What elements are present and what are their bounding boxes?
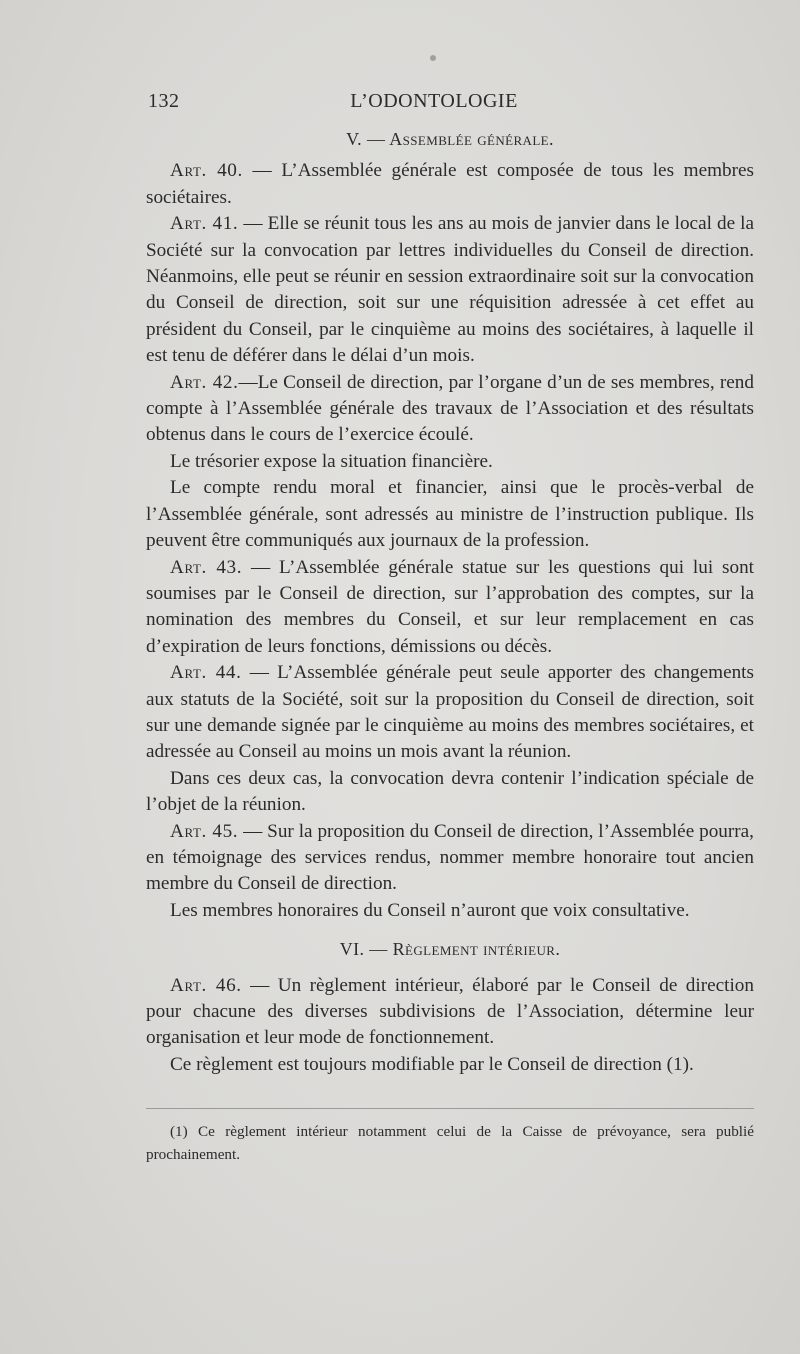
paragraph-convocation	[146, 766, 754, 819]
article-41	[146, 211, 754, 369]
article-label: Art. 42.	[170, 371, 239, 393]
section-heading-v: V. — Assemblée générale.	[346, 129, 554, 149]
paragraph-text: Les membres honoraires du Conseil n’auront que voix consultative.	[170, 899, 690, 921]
article-label: Art. 41.	[170, 213, 239, 235]
article-text: — Sur la proposition du Conseil de direction, l’Assemblée pourra, en témoignage des services rendus, nommer membre honoraire tout ancien membre du Conseil de direction.	[146, 820, 754, 895]
article-text: — Elle se réunit tous les ans au mois de janvier dans le local de la Société sur la convocation par lettres individuelles du Conseil de direction. Néanmoins, elle peut se réunir en session extraordinaire soit sur la convocation du Conseil de direction, soit sur une réquisition adressée à cet effet au président du Conseil, par le cinquième au moins des sociétaires, à laquelle il est tenu de déférer dans le délai d’un mois.	[146, 213, 754, 367]
footnote: (1) Ce règlement intérieur notamment celui de la Caisse de prévoyance, sera publié prochainement.	[146, 1123, 754, 1163]
running-title: L’ODONTOLOGIE	[350, 90, 518, 112]
article-label: Art. 46.	[170, 974, 242, 996]
article-label: Art. 40.	[170, 160, 243, 182]
footnote-rule	[146, 1108, 754, 1109]
article-43	[146, 555, 754, 661]
article-text: — L’Assemblée générale statue sur les questions qui lui sont soumises par le Conseil de direction, sur l’approbation des comptes, sur la nomination des membres du Conseil, et sur leur remplacement en cas d’expiration de leurs fonctions, démissions ou décès.	[146, 556, 754, 657]
article-label: Art. 45.	[170, 820, 239, 842]
article-46	[146, 973, 754, 1052]
paragraph-membres-honoraires	[146, 898, 754, 924]
section-heading-vi: VI. — Règlement intérieur.	[339, 939, 561, 960]
page-number: 132	[148, 90, 180, 112]
body-text	[146, 124, 754, 1078]
print-speck	[430, 55, 436, 61]
article-40	[146, 158, 754, 211]
article-44	[146, 660, 754, 766]
paragraph-text: Dans ces deux cas, la convocation devra contenir l’indication spéciale de l’objet de la réunion.	[146, 767, 754, 816]
paragraph-text: Le compte rendu moral et financier, ainsi que le procès-verbal de l’Assemblée générale, sont adressés au ministre de l’instruction publique. Ils peuvent être communiqués aux journaux de la profession.	[146, 477, 754, 552]
article-text: — L’Assemblée générale peut seule apporter des changements aux statuts de la Société, soit sur la proposition du Conseil de direction, soit sur une demande signée par le cinquième au moins des membres sociétaires, et adressée au Conseil au moins un mois avant la réunion.	[146, 662, 754, 763]
paragraph-reglement	[146, 1052, 754, 1078]
article-42	[146, 370, 754, 449]
article-text: — L’Assemblée générale est composée de tous les membres sociétaires.	[146, 160, 754, 208]
paragraph-text: Le trésorier expose la situation financière.	[170, 450, 493, 472]
article-label: Art. 43.	[170, 556, 243, 578]
article-45	[146, 819, 754, 898]
paragraph-compte-rendu	[146, 475, 754, 554]
article-label: Art. 44.	[170, 662, 242, 684]
paragraph-text: Ce règlement est toujours modifiable par le Conseil de direction (1).	[170, 1053, 694, 1075]
article-text: — Un règlement intérieur, élaboré par le Conseil de direction pour chacune des diverses subdivisions de l’Association, détermine leur organisation et leur mode de fonctionnement.	[146, 974, 754, 1049]
page-header	[0, 86, 800, 116]
article-text: —Le Conseil de direction, par l’organe d’un de ses membres, rend compte à l’Assemblée générale des travaux de l’Association et des résultats obtenus dans le cours de l’exercice écoulé.	[146, 371, 754, 446]
paragraph-tresorier	[146, 449, 754, 475]
